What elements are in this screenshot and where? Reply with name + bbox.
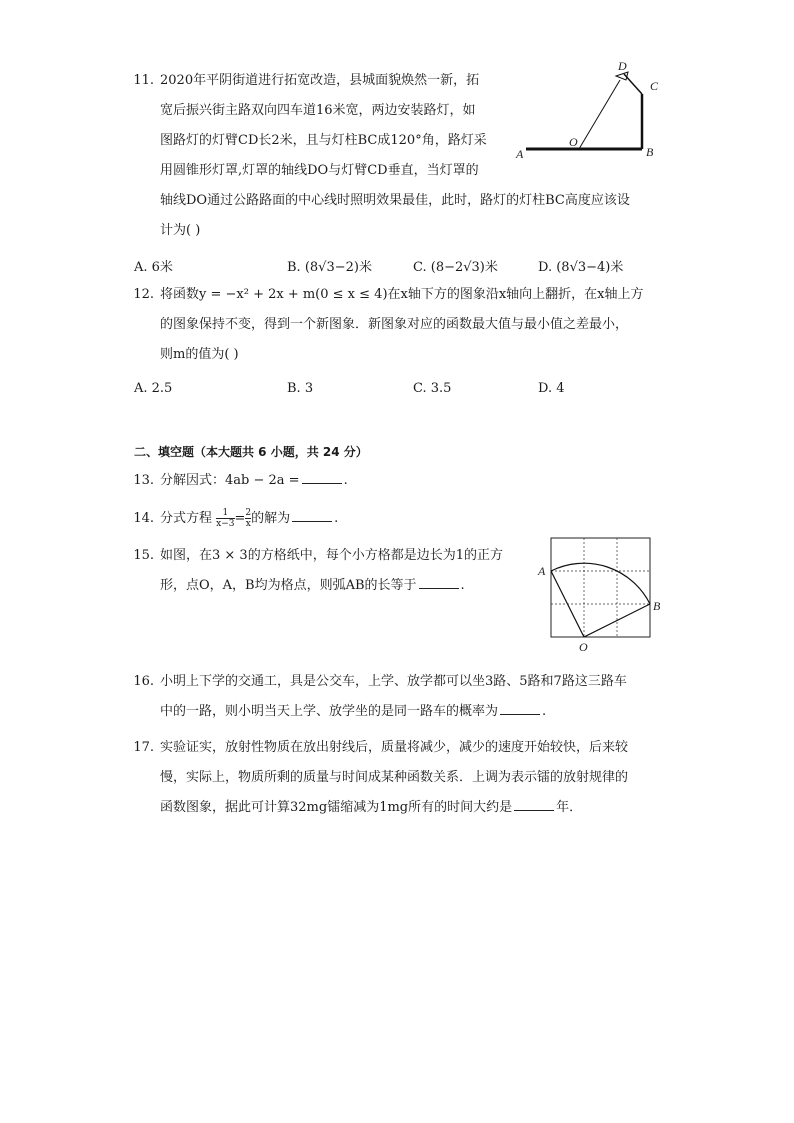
q14-f1-den: x−3 <box>216 519 235 529</box>
label-b: B <box>646 145 654 159</box>
q17-end: 年． <box>556 800 583 815</box>
label-c: C <box>650 79 659 93</box>
label-o: O <box>579 640 588 654</box>
label-b: B <box>653 599 661 613</box>
grid-border <box>551 538 650 637</box>
q14-number: 14. <box>133 511 154 526</box>
q11-line-5: 轴线DO通过公路路面的中心线时照明效果最佳，此时，路灯的灯柱BC高度应该设 <box>160 193 630 208</box>
q17-line-2: 慢，实际上，物质所剩的质量与时间成某种函数关系．上调为表示镭的放射规律的 <box>160 770 629 785</box>
q15-figure <box>532 530 672 655</box>
axis-do <box>579 80 620 149</box>
q15-answer-blank[interactable] <box>419 574 459 589</box>
q16-line-2: 中的一路，则小明当天上学、放学坐的是同一路车的概率为 <box>160 704 499 719</box>
q13-text <box>160 466 348 496</box>
q14-answer-blank[interactable] <box>292 507 332 522</box>
q14-eq: = <box>234 511 246 526</box>
q14-f2-den: x <box>245 519 251 529</box>
q17-line-3: 函数图象，据此可计算32mg镭缩减为1mg所有的时间大约是 <box>160 800 513 815</box>
q12-line-3: 则m的值为( ) <box>160 347 239 362</box>
q11-option-c: C. (8−2√3)米 <box>413 260 498 275</box>
q14-f2-num: 2 <box>245 508 252 518</box>
q11-line-1: 2020年平阴街道进行拓宽改造，县城面貌焕然一新，拓 <box>160 73 480 88</box>
q14-f1-num: 1 <box>216 508 234 519</box>
q12-option-c: C. 3.5 <box>413 381 452 396</box>
label-a: A <box>538 564 546 578</box>
q11-option-a: A. 6米 <box>134 260 173 275</box>
q16-number: 16. <box>133 674 154 689</box>
label-d: D <box>618 59 627 73</box>
q12-text <box>160 280 644 370</box>
q11-line-2: 宽后振兴街主路双向四车道16米宽，两边安装路灯，如 <box>160 103 476 118</box>
q13-stem: 分解因式：4ab − 2a = <box>160 473 300 488</box>
q12-option-d: D. 4 <box>538 381 565 396</box>
q17-text <box>160 733 628 823</box>
q14-post: 的解为 <box>251 511 291 526</box>
q15-line-1: 如图，在3 × 3的方格纸中，每个小方格都是边长为1的正方 <box>160 548 503 563</box>
q11-figure <box>512 56 672 166</box>
q16-end: . <box>542 704 547 719</box>
q15-end: . <box>460 578 465 593</box>
q15-text <box>160 541 503 601</box>
q11-option-b: B. (8√3−2)米 <box>287 260 372 275</box>
label-a: A <box>516 147 524 161</box>
q13-number: 13. <box>133 473 154 488</box>
q11-option-d: D. (8√3−4)米 <box>538 260 624 275</box>
q11-line-4: 用圆锥形灯罩,灯罩的轴线DO与灯臂CD垂直，当灯罩的 <box>160 163 479 178</box>
segment-ob <box>584 604 650 637</box>
q14-fraction-1 <box>216 508 234 529</box>
q17-line-1: 实验证实，放射性物质在放出射线后，质量将减少，减少的速度开始较快，后来较 <box>160 740 629 755</box>
q16-line-1: 小明上下学的交通工，具是公交车，上学、放学都可以坐3路、5路和7路这三路车 <box>160 674 627 689</box>
q17-number: 17. <box>133 740 154 755</box>
q11-number: 11. <box>133 73 154 88</box>
arc-ab <box>551 563 650 604</box>
q12-number: 12. <box>133 287 154 302</box>
q16-text <box>160 667 627 727</box>
q14-end: . <box>334 511 339 526</box>
label-o: O <box>569 135 578 149</box>
q12-option-a: A. 2.5 <box>134 381 173 396</box>
q11-line-6: 计为( ) <box>160 223 201 238</box>
q11-line-3: 图路灯的灯臂CD长2米，且与灯柱BC成120°角，路灯采 <box>160 133 487 148</box>
q14-text <box>160 504 338 534</box>
q13-end: . <box>343 473 348 488</box>
q16-answer-blank[interactable] <box>500 700 540 715</box>
q15-number: 15. <box>133 548 154 563</box>
q15-line-2: 形，点O，A，B均为格点，则弧AB的长等于 <box>160 578 417 593</box>
q13-answer-blank[interactable] <box>302 469 342 484</box>
q12-option-b: B. 3 <box>287 381 314 396</box>
q12-line-1: 将函数y = −x² + 2x + m(0 ≤ x ≤ 4)在x轴下方的图象沿x轴向上翻折，在x轴上方 <box>160 287 644 302</box>
q14-pre: 分式方程 <box>160 511 213 526</box>
section-heading: 二、填空题（本大题共 6 小题，共 24 分） <box>134 445 368 459</box>
q12-line-2: 的图象保持不变，得到一个新图象．新图象对应的函数最大值与最小值之差最小， <box>160 317 629 332</box>
q17-answer-blank[interactable] <box>514 796 554 811</box>
